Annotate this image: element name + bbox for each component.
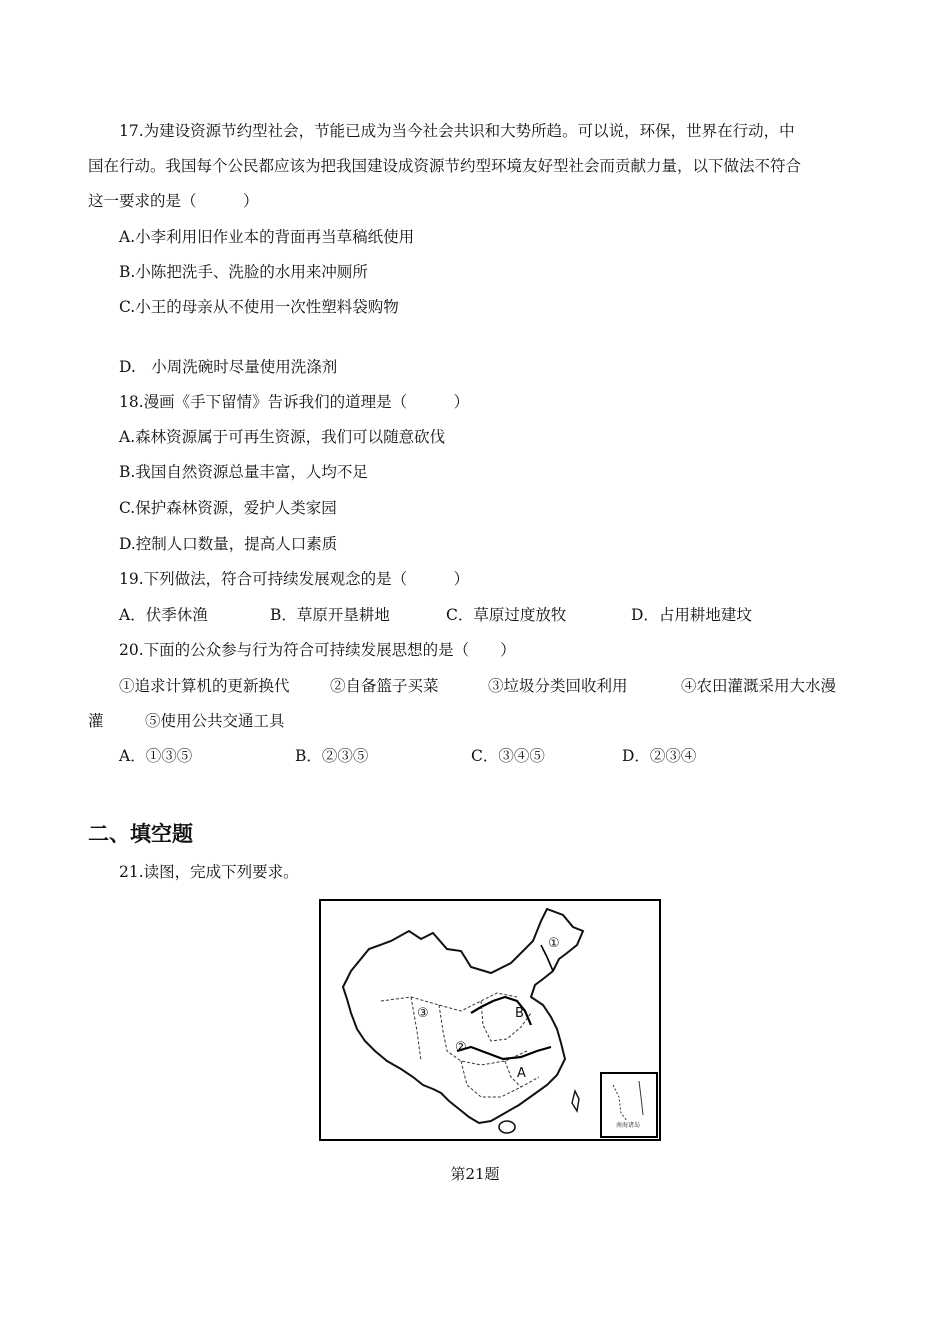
map-label-1: ① bbox=[548, 936, 560, 951]
q20-option-a: A．①③⑤ bbox=[119, 747, 193, 765]
map-label-2: ② bbox=[455, 1040, 467, 1055]
q17-option-a: A.小李利用旧作业本的背面再当草稿纸使用 bbox=[119, 228, 415, 246]
q21-stem: 21.读图，完成下列要求。 bbox=[119, 863, 299, 881]
q19-option-b: B．草原开垦耕地 bbox=[270, 606, 390, 624]
q20-item-2: ②自备篮子买菜 bbox=[330, 677, 439, 695]
q19-option-d: D．占用耕地建坟 bbox=[631, 606, 752, 624]
q17-option-d: D. 小周洗碗时尽量使用洗涤剂 bbox=[119, 358, 338, 376]
q18-option-c: C.保护森林资源，爱护人类家园 bbox=[119, 499, 337, 517]
q18-option-a: A.森林资源属于可再生资源，我们可以随意砍伐 bbox=[119, 428, 446, 446]
q17-option-b: B.小陈把洗手、洗脸的水用来冲厕所 bbox=[119, 263, 368, 281]
q20-item-4-cont: 灌 bbox=[88, 712, 104, 730]
q19-option-a: A．伏季休渔 bbox=[119, 606, 208, 624]
map-inset-label: 南海诸岛 bbox=[615, 1122, 640, 1129]
q18-option-d: D.控制人口数量，提高人口素质 bbox=[119, 535, 338, 553]
q20-item-4: ④农田灌溉采用大水漫 bbox=[681, 677, 837, 695]
q20-item-3: ③垃圾分类回收利用 bbox=[488, 677, 628, 695]
q20-item-1: ①追求计算机的更新换代 bbox=[119, 677, 290, 695]
q20-option-d: D．②③④ bbox=[622, 747, 697, 765]
q20-stem: 20.下面的公众参与行为符合可持续发展思想的是（ ） bbox=[119, 641, 516, 659]
q20-item-5: ⑤使用公共交通工具 bbox=[145, 712, 285, 730]
q18-stem: 18.漫画《手下留情》告诉我们的道理是（ ） bbox=[119, 393, 470, 411]
q20-option-c: C．③④⑤ bbox=[471, 747, 545, 765]
q20-option-b: B．②③⑤ bbox=[295, 747, 369, 765]
map-label-3: ③ bbox=[417, 1006, 429, 1021]
section-heading: 二、填空题 bbox=[88, 822, 193, 846]
q19-option-c: C．草原过度放牧 bbox=[446, 606, 567, 624]
q17-stem-line2: 国在行动。我国每个公民都应该为把我国建设成资源节约型环境友好型社会而贡献力量，以下做法不符合 bbox=[88, 157, 802, 175]
q17-option-c: C.小王的母亲从不使用一次性塑料袋购物 bbox=[119, 298, 399, 316]
map-label-b: B bbox=[515, 1006, 524, 1021]
q17-stem-line3: 这一要求的是（ ） bbox=[88, 192, 259, 210]
figure-caption: 第21题 bbox=[450, 1165, 500, 1183]
q17-stem-line1: 17.为建设资源节约型社会，节能已成为当今社会共识和大势所趋。可以说，环保，世界在行动，中 bbox=[119, 122, 795, 140]
q18-option-b: B.我国自然资源总量丰富，人均不足 bbox=[119, 463, 368, 481]
china-map-figure bbox=[319, 899, 661, 1141]
map-label-a: A bbox=[517, 1066, 526, 1081]
china-map-drawing bbox=[321, 901, 659, 1139]
q19-stem: 19.下列做法，符合可持续发展观念的是（ ） bbox=[119, 570, 470, 588]
